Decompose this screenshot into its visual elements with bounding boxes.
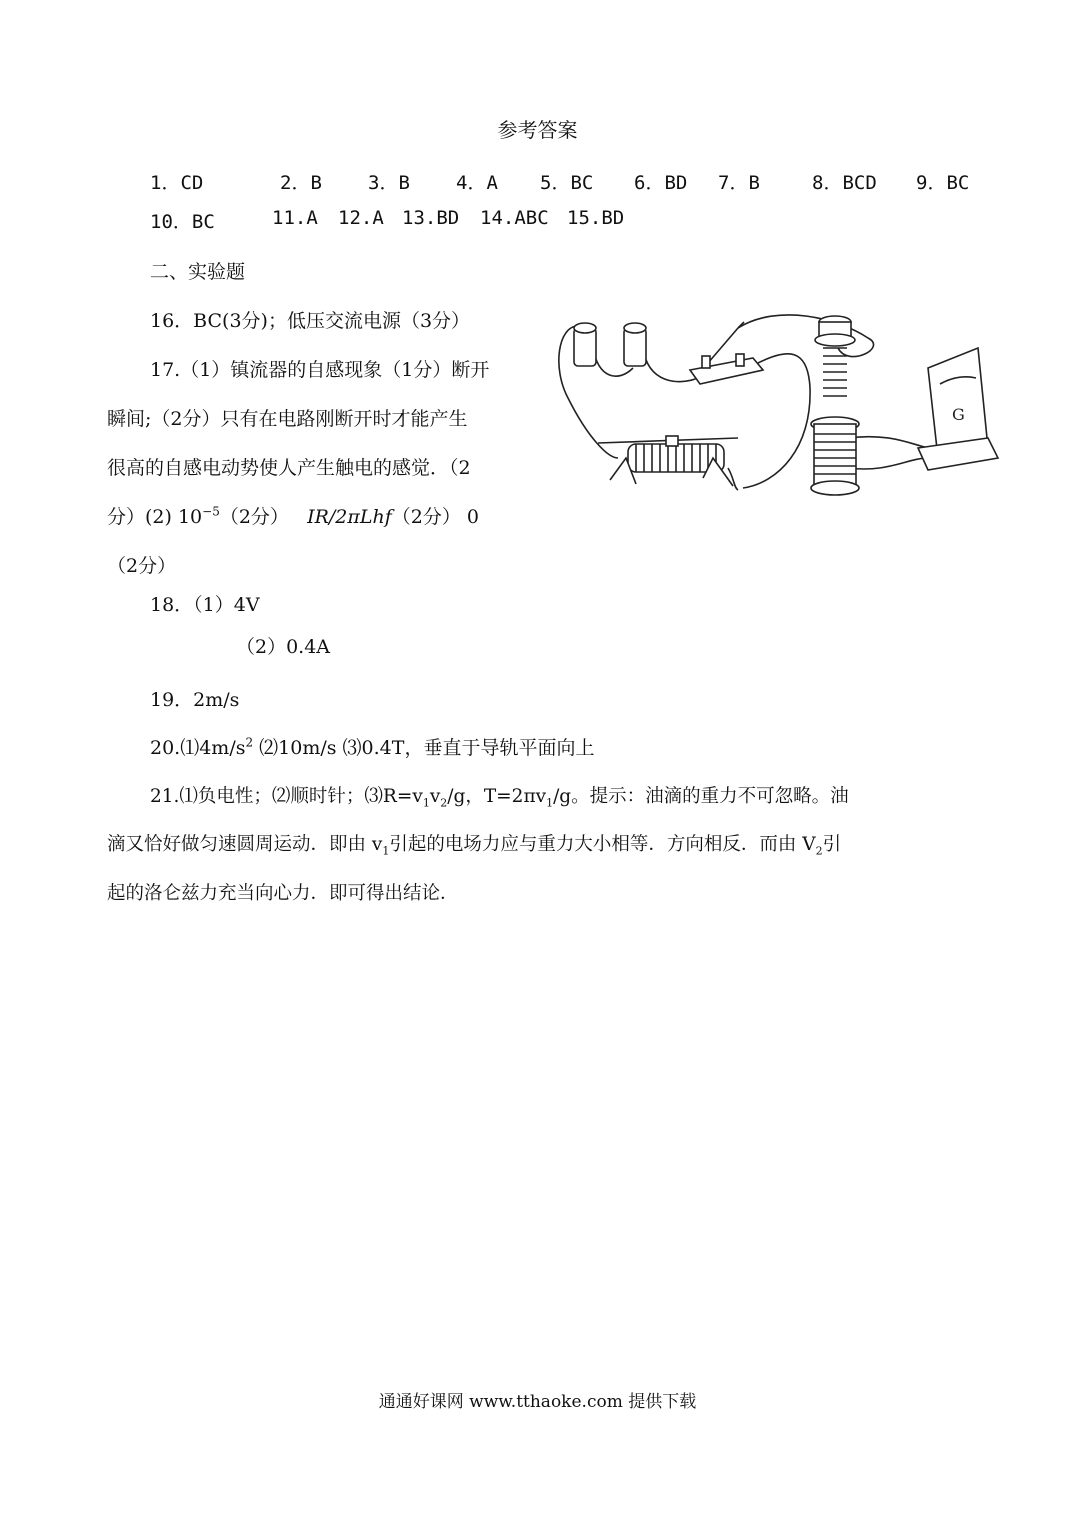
answer-18-line1: 18．（1）4V (150, 594, 260, 616)
mc-answer: 7．B (718, 172, 760, 194)
battery-cells (574, 323, 646, 366)
answer-17-line5: （2分） (107, 555, 177, 577)
answer-17-line1: 17.（1）镇流器的自感现象（1分）断开 (150, 359, 490, 381)
page-title: 参考答案 (497, 118, 578, 142)
meter-label: G (952, 405, 965, 424)
answer-17-line3: 很高的自感电动势使人产生触电的感觉．（2 (107, 457, 471, 479)
answer-17-line4: 分）(2) $10^{-5}(2$分） IR/2πLhf（2分） 0 (107, 504, 479, 528)
mc-answer: 6．BD (634, 172, 688, 194)
mc-answer: 11.A (272, 207, 318, 229)
rheostat (598, 436, 738, 486)
mc-answer: 13.BD (402, 207, 460, 229)
section-heading: 二、实验题 (150, 261, 246, 283)
answer-18-line2: （2）0.4A (236, 636, 331, 658)
mc-answer: 14.ABC (480, 207, 549, 229)
footer-source: 通通好课网 www.tthaoke.com 提供下载 (378, 1392, 697, 1412)
mc-answer: 4．A (456, 172, 498, 194)
mc-answer: 2．B (280, 172, 322, 194)
answer-20: $20.⑴4m/s^2$ ⑵10m/s ⑶0.4T，垂直于导轨平面向上 (150, 735, 595, 759)
secondary-coil (811, 417, 859, 495)
mc-answer: 12.A (338, 207, 384, 229)
knife-switch (690, 322, 763, 384)
answer-17-line2: 瞬间;（2分）只有在电路刚断开时才能产生 (107, 408, 468, 430)
answer-21-line1: 21.⑴负电性；⑵顺时针；$⑶R=v_1v_2/g$，$T=2\pi v_1/g$。提示：油滴的重力不可忽略。油 (150, 786, 849, 810)
mc-answer: 15.BD (567, 207, 625, 229)
mc-answer: 8．BCD (812, 172, 877, 194)
mc-answer: 9．BC (916, 172, 970, 194)
galvanometer (918, 348, 998, 470)
circuit-figure (548, 308, 1000, 508)
answer-21-line3: 起的洛仑兹力充当向心力．即可得出结论． (107, 883, 459, 904)
mc-answer: 3．B (368, 172, 410, 194)
mc-answer: 10．BC (150, 211, 215, 233)
mc-answer: 5．BC (540, 172, 594, 194)
answer-21-line2: 滴又恰好做匀速圆周运动．即由 $v_1$引起的电场力应与重力大小相等．方向相反．而由 $V_2$引 (107, 834, 842, 858)
answer-16: 16．BC(3分)；低压交流电源（3分） (150, 310, 471, 332)
answer-19: 19．2m/s (150, 689, 240, 711)
mc-answer: 1．CD (150, 172, 204, 194)
